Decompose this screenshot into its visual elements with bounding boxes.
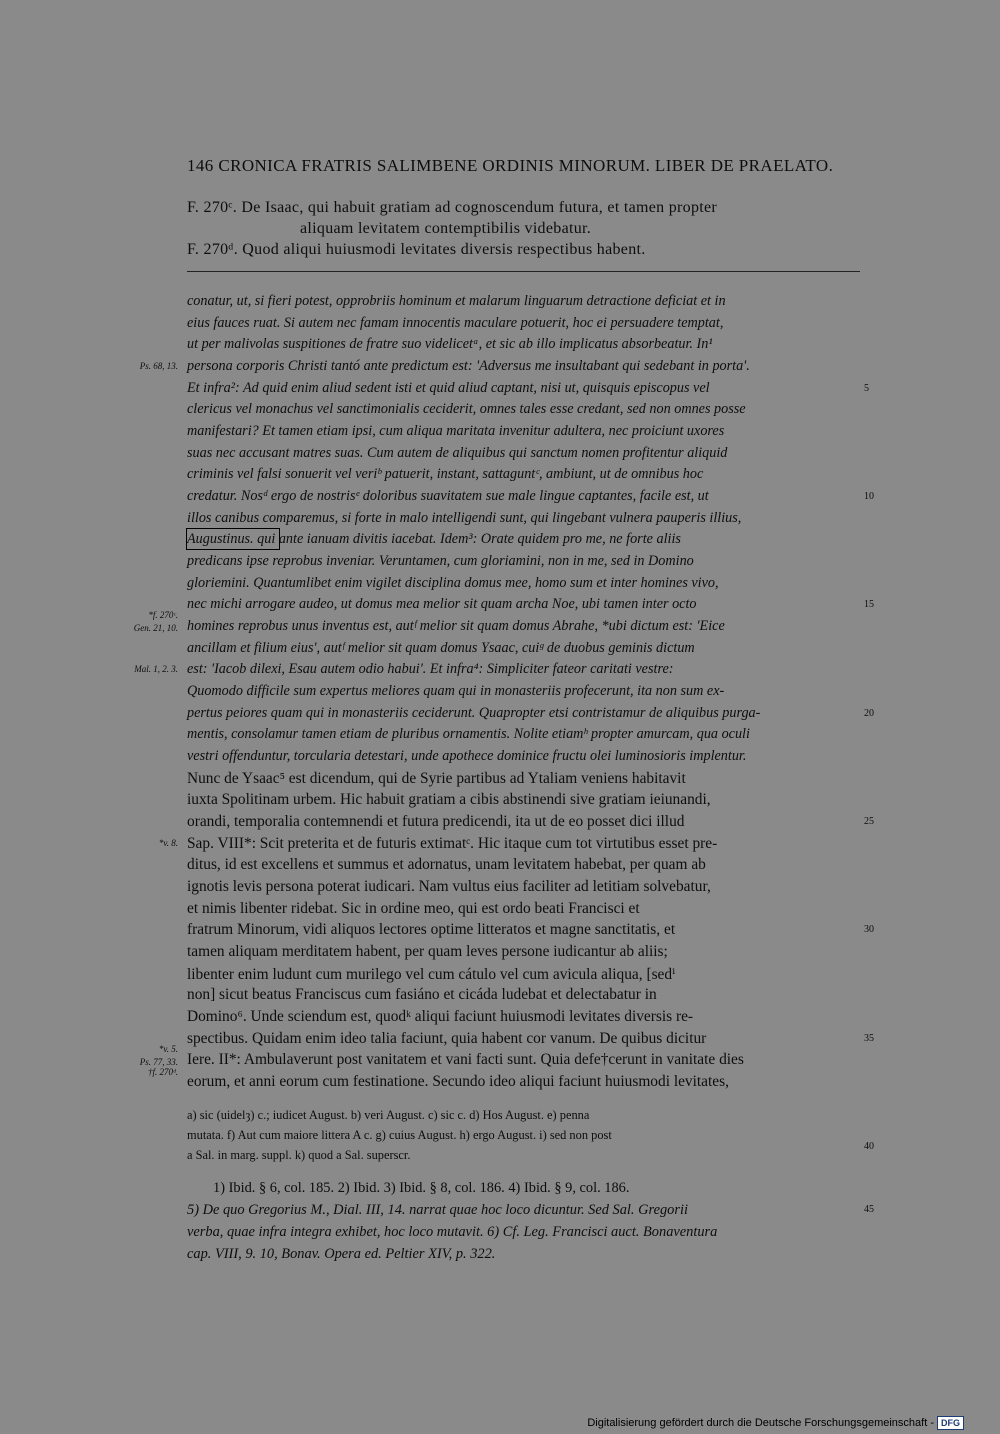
text-line: Quomodo difficile sum expertus meliores quam qui in monasteriis profecerunt, ita non sum ex- [187,683,725,700]
text-line: non] sicut beatus Franciscus cum fasiáno et cicáda ludebat et delectabatur in [187,986,657,1004]
text-line: ditus, id est excellens et summus et adornatus, unam levitatem habebat, per quam ab [187,856,706,874]
dfg-footer [587,1416,964,1430]
text-line: illos canibus comparemus, si forte in malo intelligendi sunt, qui lingebant vulnera pauperis illius, [187,509,742,526]
line-number: 35 [864,1032,874,1044]
line-number: 30 [864,924,874,936]
text-line: eius fauces ruat. Si autem nec famam innocentis maculare potuerit, hoc ei persuadere temptat, [187,314,724,331]
footnote-line: 5) De quo Gregorius M., Dial. III, 14. narrat quae hoc loco dicuntur. Sed Sal. Gregorii [187,1202,688,1218]
line-number: 40 [864,1141,874,1153]
text-line: Sap. VIII*: Scit preterita et de futuris extimatᶜ. Hic itaque cum tot virtutibus esset pre- [187,834,718,852]
text-line: persona corporis Christi tantó ante predictum est: 'Adversus me insultabant qui sedebant in porta'. [187,358,750,374]
text-line: pertus peiores quam qui in monasteriis ceciderunt. Quapropter etsi contristamur de aliquibus purga- [187,704,761,721]
margin-note: Gen. 21, 10. [133,623,178,634]
text-line: Domino⁶. Unde sciendum est, quodᵏ aliqui faciunt huiusmodi levitates diversis re- [187,1008,694,1026]
summary-line-2: aliquam levitatem contemptibilis videbatur. [300,220,592,237]
line-number: 25 [864,816,874,828]
margin-note: *f. 270ᶜ. [148,610,178,621]
summary-line-1: F. 270ᶜ. De Isaac, qui habuit gratiam ad cognoscendum futura, et tamen propter [187,199,718,216]
line-number: 20 [864,707,874,719]
footnote-line: verba, quae infra integra exhibet, hoc loco mutavit. 6) Cf. Leg. Francisci auct. Bonaventura [187,1224,718,1240]
text-line: criminis vel falsi sonuerit vel veriᵇ patuerit, instant, sattaguntᶜ, ambiunt, ut de omnibus hoc [187,466,704,483]
text-line: ut per malivolas suspitiones de fratre suo videlicetᵃ, et sic ab illo implicatus absorbeatur. In¹ [187,336,713,353]
line-number: 5 [864,382,869,394]
line-number: 15 [864,599,874,611]
text-line: et nimis libenter ridebat. Sic in ordine meo, qui est ordo beati Francisci et [187,899,640,917]
margin-note: Ps. 77, 33. [139,1056,178,1067]
text-line: est: 'Iacob dilexi, Esau autem odio habui'. Et infra⁴: Simpliciter fateor caritati vestre: [187,661,674,678]
margin-note: Ps. 68, 13. [139,361,178,371]
apparatus-line: a Sal. in marg. suppl. k) quod a Sal. superscr. [187,1148,411,1162]
footnote-line-number: 45 [864,1204,874,1215]
text-line: ignotis levis persona poterat iudicari. Nam vultus eius faciliter ad letitiam solvebatur, [187,878,711,896]
text-line: tamen aliquam merditatem habent, per quam leves persone iudicantur ab aliis; [187,943,668,961]
margin-note: †f. 270ᵈ. [147,1067,178,1078]
text-line: ancillam et filium eius', autᶠ melior sit quam domus Ysaac, cuiᵍ de duobus geminis dictum [187,639,695,656]
text-line: nec michi arrogare audeo, ut domus mea melior sit quam archa Noe, ubi tamen inter octo [187,596,697,613]
text-line: iuxta Spolitinam urbem. Hic habuit gratiam a cibis abstinendi sive gratiam ieiunandi, [187,791,711,809]
summary-line-3: F. 270ᵈ. Quod aliqui huiusmodi levitates diversis respectibus habent. [187,241,646,258]
text-line: Augustinus. qui ante ianuam divitis iacebat. Idem³: Orate quidem pro me, ne forte aliis [187,531,681,548]
augustinus-box [186,528,280,550]
text-line: orandi, temporalia contemnendi et futura predicendi, ita ut de eo posset dici illud [187,813,685,831]
text-line: conatur, ut, si fieri potest, opprobriis hominum et malarum linguarum detractione deficiat et in [187,293,726,309]
text-line: fratrum Minorum, vidi aliquos lectores optime litteratos et magne sanctitatis, et [187,921,676,939]
dfg-logo: DFG [937,1416,964,1430]
text-line: predicans ipse reprobus inveniar. Veruntamen, cum gloriamini, non in me, sed in Domino [187,553,694,570]
text-line: suas nec accusant matres suas. Cum autem de aliquibus qui sanctum nomen profitentur aliquid [187,444,728,461]
text-line: eorum, et anni eorum cum festinatione. Secundo ideo aliqui faciunt huiusmodi levitates, [187,1073,729,1091]
text-line: manifestari? Et tamen etiam ipsi, cum aliqua maritata invenitur adultera, nec proiciunt uxores [187,423,725,440]
text-line: homines reprobus unus inventus est, autᶠ melior sit quam domus Abrahe, *ubi dictum est: 'Eice [187,618,725,635]
text-line: mentis, consolamur tamen etiam de pluribus ornamentis. Nolite etiamʰ propter amurcam, qua oculi [187,726,750,743]
text-line: Et infra²: Ad quid enim aliud sedent isti et quid aliud captant, nisi ut, quisquis episcopus vel [187,379,710,396]
apparatus-line: a) sic (uidelȝ) c.; iudicet August. b) veri August. c) sic c. d) Hos August. e) penna [187,1108,590,1122]
text-line: credatur. Nosᵈ ergo de nostrisᵉ doloribus suavitatem sue male lingue captantes, facile est, ut [187,488,709,505]
apparatus-line: mutata. f) Aut cum maiore littera A c. g) cuius August. h) ergo August. i) sed non post [187,1128,612,1142]
margin-note: *v. 5. [158,1043,178,1054]
text-line: Iere. II*: Ambulaverunt post vanitatem et vani facti sunt. Quia defe†cerunt in vanitate dies [187,1051,744,1069]
line-number: 10 [864,491,874,503]
footer-text: Digitalisierung gefördert durch die Deutsche Forschungsgemeinschaft - [587,1417,934,1429]
footnote-line: 1) Ibid. § 6, col. 185. 2) Ibid. 3) Ibid. § 8, col. 186. 4) Ibid. § 9, col. 186. [213,1180,630,1196]
text-line: Nunc de Ysaac⁵ est dicendum, qui de Syrie partibus ad Ytaliam veniens habitavit [187,769,686,787]
margin-note: *v. 8. [158,837,178,848]
text-line: libenter enim ludunt cum murilego vel cum cátulo vel cum avicula aliqua, [sedⁱ [187,965,676,983]
header-rule [187,271,860,272]
margin-note: Mal. 1, 2. 3. [134,664,178,675]
text-line: spectibus. Quidam enim ideo talia faciunt, quia habent cor vanum. De quibus dicitur [187,1029,707,1047]
text-line: gloriemini. Quantumlibet enim vigilet disciplina domus mee, homo sum et inter homines vivo, [187,574,719,591]
footnote-line: cap. VIII, 9. 10, Bonav. Opera ed. Peltier XIV, p. 322. [187,1246,496,1262]
running-header: 146 CRONICA FRATRIS SALIMBENE ORDINIS MINORUM. LIBER DE PRAELATO. [187,156,834,175]
text-line: clericus vel monachus vel sanctimonialis ceciderit, omnes tales esse credant, sed non omnes posse [187,401,746,418]
text-line: vestri offenduntur, torcularia detestari, unde apothece dominice fructu olei luminosioris implentur. [187,748,747,765]
